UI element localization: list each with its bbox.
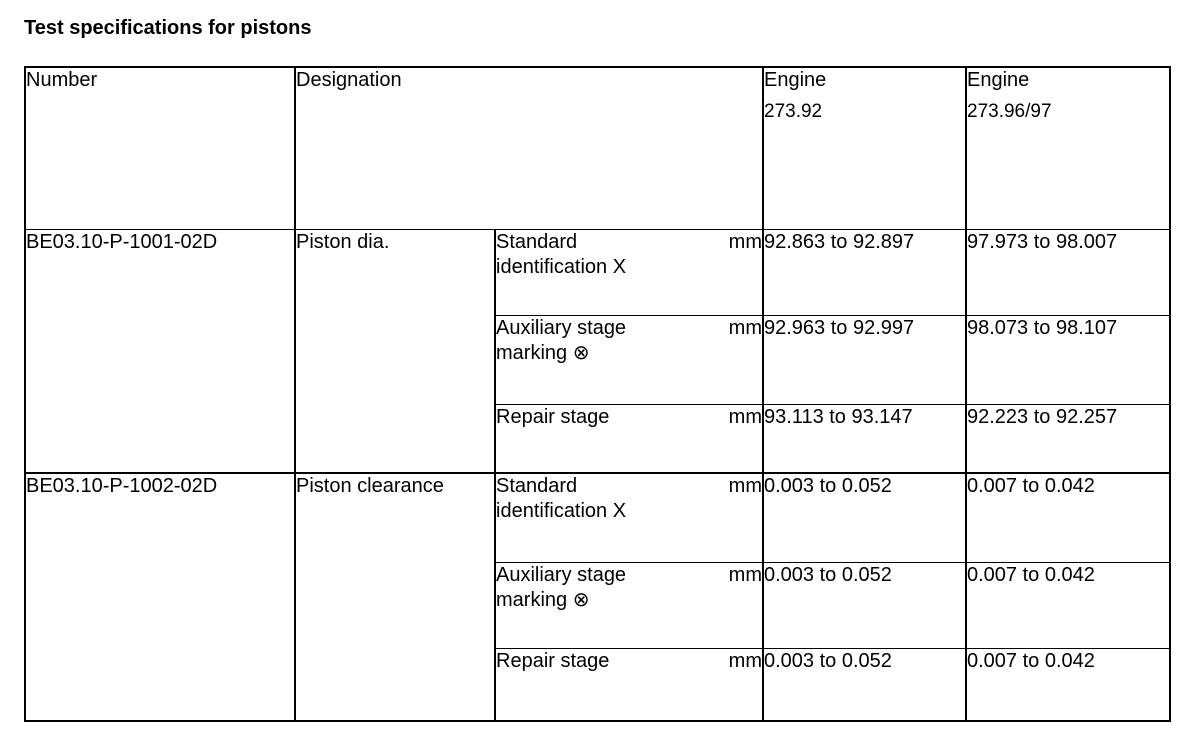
unit-cell: mm: [705, 562, 763, 648]
header-engine-1-model: 273.92: [764, 101, 823, 122]
header-engine-2: [966, 67, 1170, 229]
group-designation: Piston clearance: [295, 473, 495, 721]
stage-line: Auxiliary stage: [496, 563, 627, 586]
stage-line: Repair stage: [496, 405, 610, 428]
stage-line: Standard: [496, 230, 578, 253]
spec-table: [24, 66, 1171, 722]
header-designation: Designation: [295, 67, 763, 229]
table-row: [25, 473, 1170, 562]
engine-1-value: 92.963 to 92.997: [763, 315, 966, 404]
header-number: Number: [25, 67, 295, 229]
group-number: BE03.10-P-1002-02D: [25, 473, 295, 721]
stage-label: [495, 229, 705, 315]
stage-label: [495, 404, 705, 473]
unit-cell: mm: [705, 648, 763, 721]
unit-cell: mm: [705, 404, 763, 473]
header-engine-2-label: Engine: [967, 69, 1030, 91]
unit-cell: mm: [705, 473, 763, 562]
table-row: [25, 229, 1170, 315]
header-row: [25, 67, 1170, 229]
engine-2-value: 0.007 to 0.042: [966, 648, 1170, 721]
header-engine-1: [763, 67, 966, 229]
engine-1-value: 92.863 to 92.897: [763, 229, 966, 315]
engine-2-value: 0.007 to 0.042: [966, 473, 1170, 562]
stage-line: Standard: [496, 475, 578, 497]
stage-line: marking ⊗: [496, 341, 590, 364]
group-designation: Piston dia.: [295, 229, 495, 473]
unit-cell: mm: [705, 229, 763, 315]
header-engine-1-label: Engine: [764, 69, 827, 91]
header-engine-2-model: 273.96/97: [967, 101, 1052, 122]
stage-line: identification X: [496, 500, 627, 522]
stage-label: [495, 473, 705, 562]
engine-1-value: 0.003 to 0.052: [763, 473, 966, 562]
engine-1-value: 0.003 to 0.052: [763, 648, 966, 721]
engine-2-value: 97.973 to 98.007: [966, 229, 1170, 315]
stage-line: Auxiliary stage: [496, 316, 627, 339]
page-title: Test specifications for pistons: [24, 17, 312, 39]
engine-2-value: 92.223 to 92.257: [966, 404, 1170, 473]
engine-2-value: 98.073 to 98.107: [966, 315, 1170, 404]
stage-line: marking ⊗: [496, 588, 590, 611]
engine-1-value: 93.113 to 93.147: [763, 404, 966, 473]
unit-cell: mm: [705, 315, 763, 404]
stage-label: [495, 315, 705, 404]
stage-line: Repair stage: [496, 649, 610, 672]
engine-2-value: 0.007 to 0.042: [966, 562, 1170, 648]
stage-label: [495, 648, 705, 721]
stage-label: [495, 562, 705, 648]
engine-1-value: 0.003 to 0.052: [763, 562, 966, 648]
group-number: BE03.10-P-1001-02D: [25, 229, 295, 473]
stage-line: identification X: [496, 255, 627, 278]
